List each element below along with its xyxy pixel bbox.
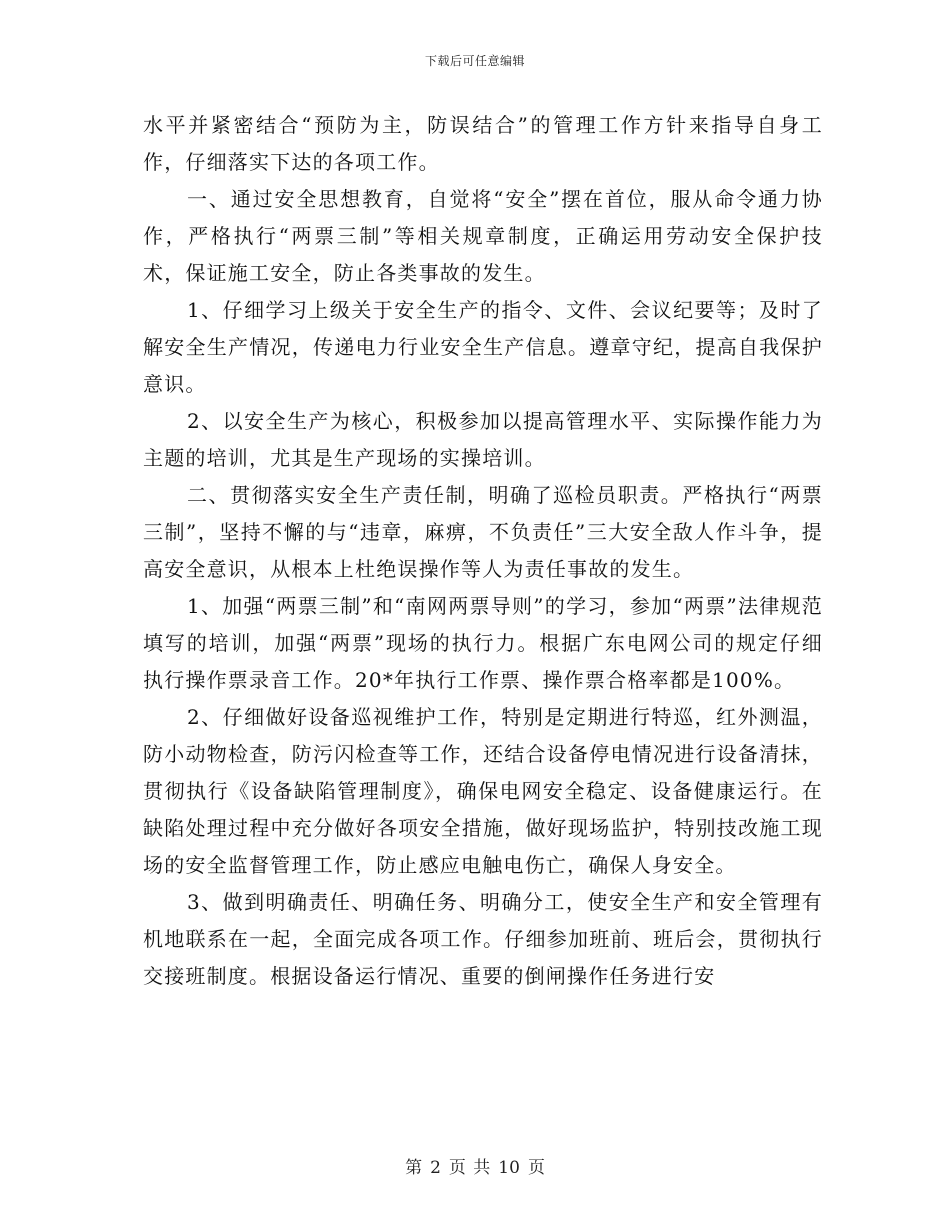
document-body (143, 107, 823, 995)
body-paragraph-7: 2、仔细做好设备巡视维护工作，特别是定期进行特巡，红外测温，防小动物检查，防污闪检查等工作，还结合设备停电情况进行设备清抹，贯彻执行《设备缺陷管理制度》，确保电网安全稳定、设备健康运行。在缺陷处理过程中充分做好各项安全措施，做好现场监护，特别技改施工现场的安全监督管理工作，防止感应电触电伤亡，确保人身安全。 (143, 705, 823, 877)
body-paragraph-8: 3、做到明确责任、明确任务、明确分工，使安全生产和安全管理有机地联系在一起，全面完成各项工作。仔细参加班前、班后会，贯彻执行交接班制度。根据设备运行情况、重要的倒闸操作任务进行安 (143, 890, 823, 988)
body-paragraph-1: 水平并紧密结合“预防为主，防误结合”的管理工作方针来指导自身工作，仔细落实下达的各项工作。 (143, 113, 823, 174)
footer-mid: 页 共 (448, 1158, 491, 1178)
footer-total-pages: 10 (498, 1158, 520, 1178)
footer-suffix: 页 (527, 1158, 545, 1178)
footer-prefix: 第 (405, 1158, 423, 1178)
body-paragraph-2: 一、通过安全思想教育，自觉将“安全”摆在首位，服从命令通力协作，严格执行“两票三制”等相关规章制度，正确运用劳动安全保护技术，保证施工安全，防止各类事故的发生。 (143, 187, 823, 285)
body-paragraph-6: 1、加强“两票三制”和“南网两票导则”的学习，参加“两票”法律规范填写的培训，加强“两票”现场的执行力。根据广东电网公司的规定仔细执行操作票录音工作。20*年执行工作票、操作票合格率都是100%。 (143, 594, 823, 692)
body-paragraph-3: 1、仔细学习上级关于安全生产的指令、文件、会议纪要等；及时了解安全生产情况，传递电力行业安全生产信息。遵章守纪，提高自我保护意识。 (143, 298, 823, 396)
body-paragraph-5: 二、贯彻落实安全生产责任制，明确了巡检员职责。严格执行“两票三制”，坚持不懈的与“违章，麻痹，不负责任”三大安全敌人作斗争，提高安全意识，从根本上杜绝误操作等人为责任事故的发生。 (143, 483, 823, 581)
footer-current-page: 2 (430, 1158, 441, 1178)
page-header-note: 下载后可任意编辑 (424, 54, 525, 68)
page-footer (0, 1153, 950, 1178)
body-paragraph-4: 2、以安全生产为核心，积极参加以提高管理水平、实际操作能力为主题的培训，尤其是生产现场的实操培训。 (143, 409, 823, 470)
